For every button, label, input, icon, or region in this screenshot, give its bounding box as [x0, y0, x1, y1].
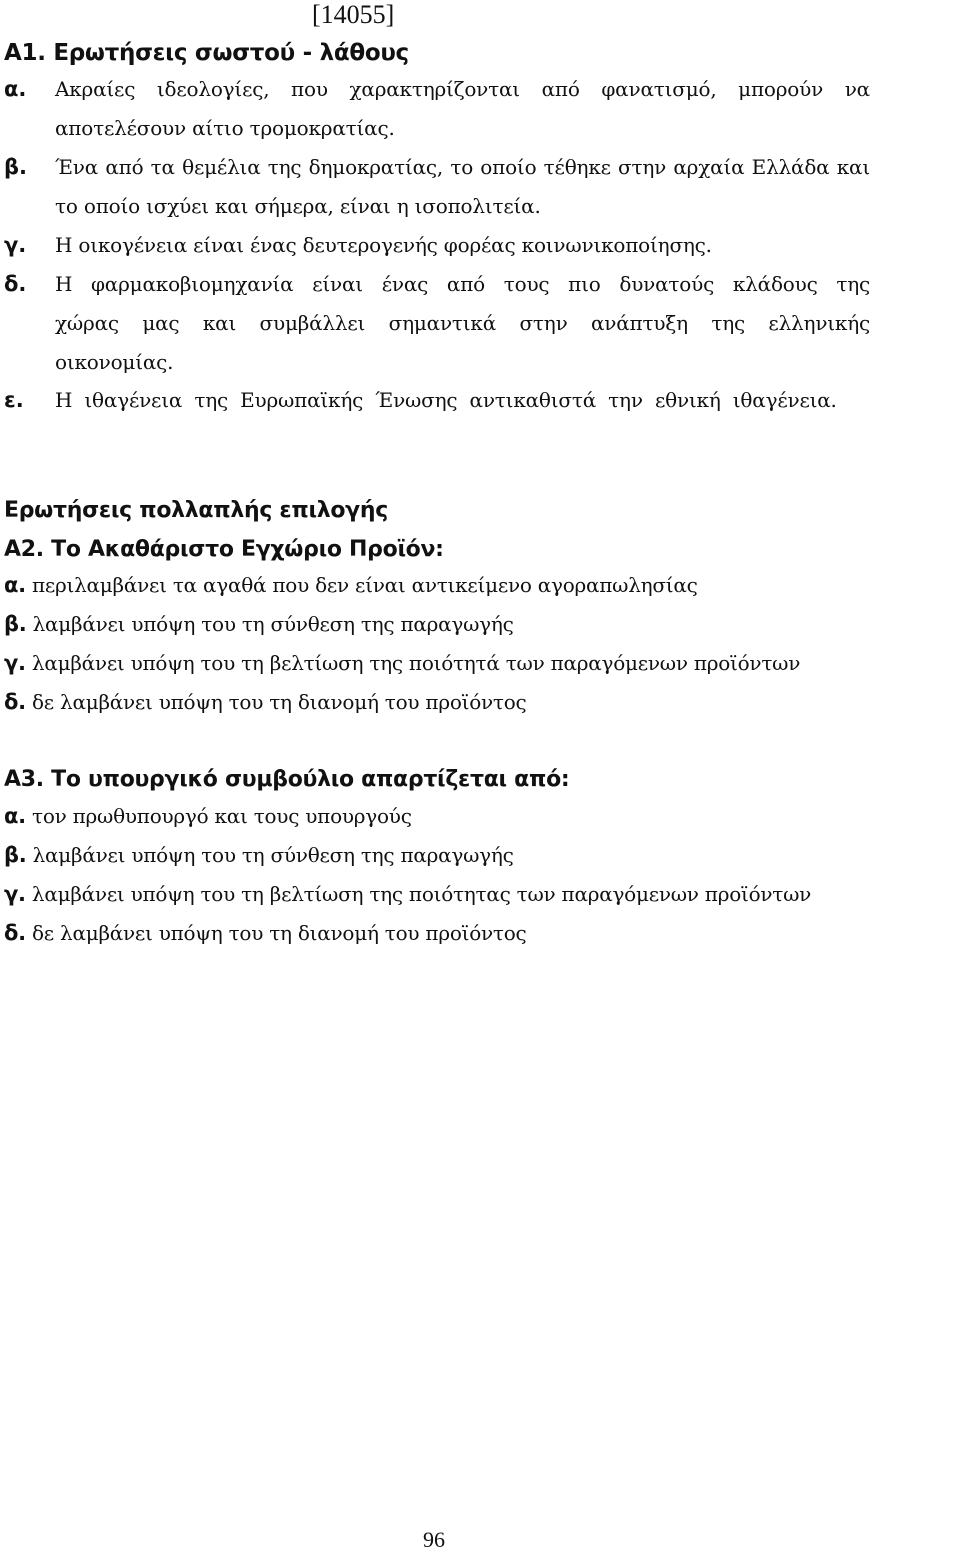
option-text: δε λαμβάνει υπόψη του τη διανομή του προϊόντος: [32, 921, 527, 945]
option-text: λαμβάνει υπόψη του τη σύνθεση της παραγωγής: [32, 843, 514, 867]
item-letter: β.: [4, 155, 28, 179]
true-false-item-d: [4, 265, 870, 382]
item-text: Η φαρμακοβιομηχανία είναι ένας από τους πιο δυνατούς κλάδους της χώρας μας και συμβάλλει σημαντικά στην ανάπτυξη της ελληνικής οικονομίας.: [55, 272, 870, 374]
true-false-item-a: [4, 70, 870, 148]
option-letter: α.: [4, 573, 26, 597]
item-text: Ένα από τα θεμέλια της δημοκρατίας, το οποίο τέθηκε στην αρχαία Ελλάδα και το οποίο ισχύει και σήμερα, είναι η ισοπολιτεία.: [55, 155, 870, 218]
option-letter: β.: [4, 612, 27, 636]
true-false-item-e: [4, 381, 870, 420]
item-letter: δ.: [4, 272, 27, 296]
option-text: δε λαμβάνει υπόψη του τη διανομή του προϊόντος: [32, 690, 527, 714]
option-text: λαμβάνει υπόψη του τη βελτίωση της ποιότητας των παραγόμενων προϊόντων: [31, 882, 812, 906]
option-letter: β.: [4, 843, 27, 867]
option-letter: δ.: [4, 921, 26, 945]
item-text: Η ιθαγένεια της Ευρωπαϊκής Ένωσης αντικαθιστά την εθνική ιθαγένεια.: [55, 388, 837, 412]
a3-option-b: [4, 836, 514, 875]
option-text: λαμβάνει υπόψη του τη βελτίωση της ποιότητά των παραγόμενων προϊόντων: [31, 651, 801, 675]
page-number: 96: [423, 1527, 445, 1552]
option-letter: γ.: [4, 882, 26, 906]
option-letter: γ.: [4, 651, 26, 675]
a3-option-d: [4, 914, 526, 953]
a3-option-a: [4, 797, 412, 836]
true-false-item-b: [4, 148, 870, 226]
a2-option-g: [4, 644, 800, 683]
option-text: λαμβάνει υπόψη του τη σύνθεση της παραγωγής: [32, 612, 514, 636]
multiple-choice-title: Ερωτήσεις πολλαπλής επιλογής: [4, 498, 388, 523]
item-text: Ακραίες ιδεολογίες, που χαρακτηρίζονται από φανατισμό, μπορούν να αποτελέσουν αίτιο τρομοκρατίας.: [55, 77, 870, 140]
true-false-item-g: [4, 226, 870, 265]
section-a2-title: Α2. Το Ακαθάριστο Εγχώριο Προϊόν:: [4, 537, 444, 562]
document-code: [14055]: [312, 0, 395, 29]
item-letter: α.: [4, 77, 27, 101]
item-text: Η οικογένεια είναι ένας δευτερογενής φορέας κοινωνικοποίησης.: [55, 233, 712, 257]
option-letter: δ.: [4, 690, 26, 714]
a3-option-g: [4, 875, 811, 914]
item-letter: γ.: [4, 233, 27, 257]
section-a1-title: Α1. Ερωτήσεις σωστού - λάθους: [4, 40, 409, 66]
a2-option-a: [4, 566, 698, 605]
a2-option-d: [4, 683, 526, 722]
section-a3-title: Α3. Το υπουργικό συμβούλιο απαρτίζεται από:: [4, 767, 570, 792]
option-letter: α.: [4, 804, 26, 828]
item-letter: ε.: [4, 388, 24, 412]
a2-option-b: [4, 605, 514, 644]
option-text: περιλαμβάνει τα αγαθά που δεν είναι αντικείμενο αγοραπωλησίας: [32, 573, 698, 597]
option-text: τον πρωθυπουργό και τους υπουργούς: [32, 804, 412, 828]
